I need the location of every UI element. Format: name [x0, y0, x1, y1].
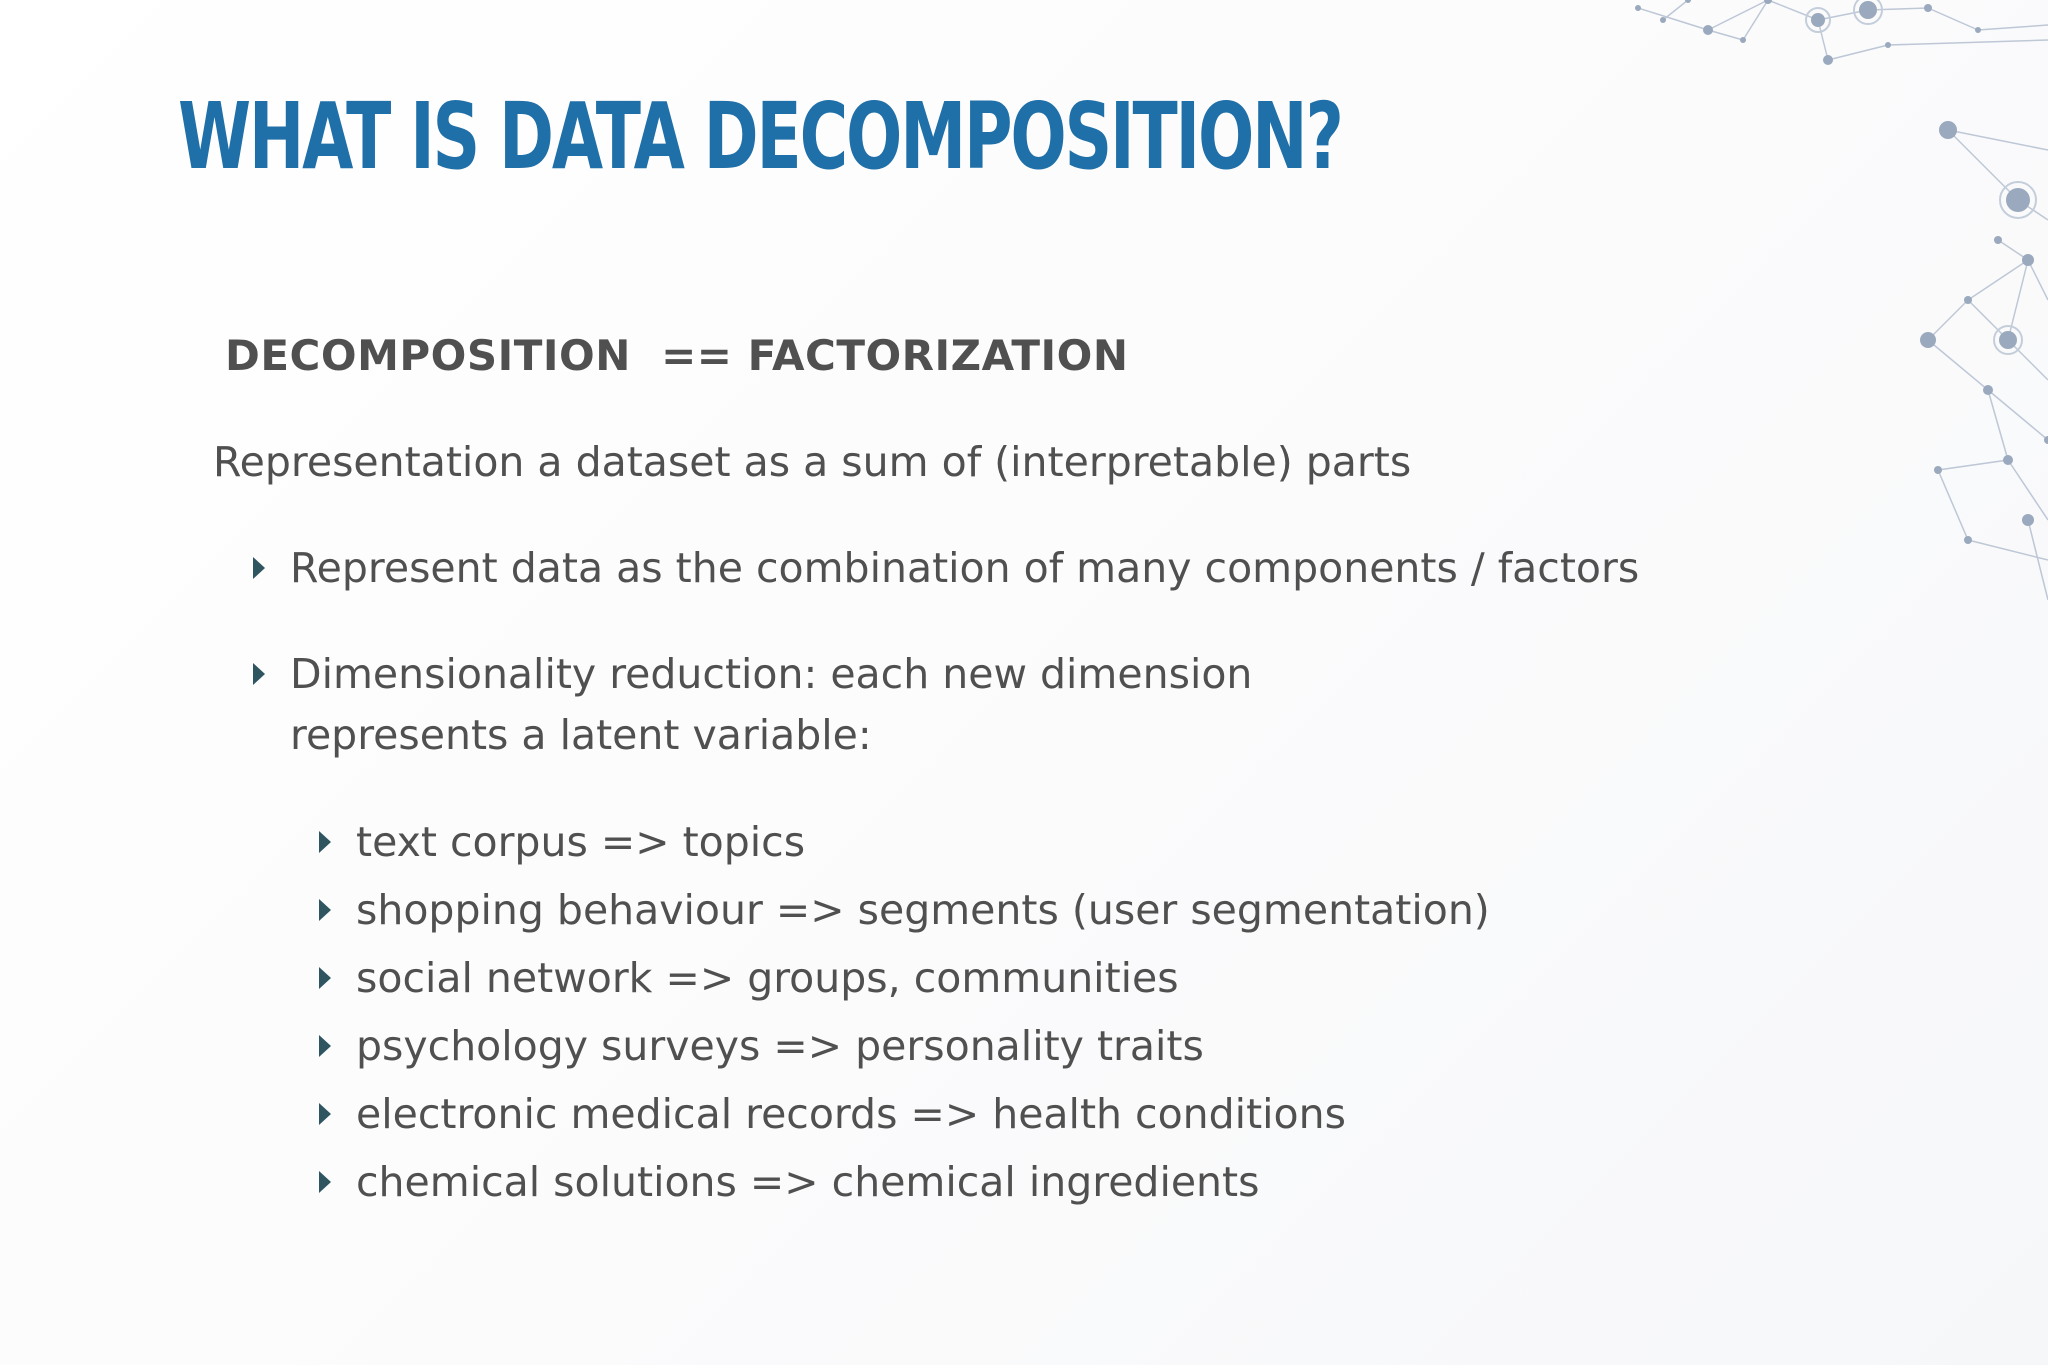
triangle-right-icon	[319, 831, 331, 853]
sub-bullet-text: shopping behaviour => segments (user segmentation)	[356, 886, 1490, 934]
bullet-text: Represent data as the combination of many components / factors	[290, 544, 1640, 592]
network-graph-decoration	[1628, 0, 2048, 620]
subtitle: DECOMPOSITION == FACTORIZATION	[225, 331, 1129, 380]
intro-text: Representation a dataset as a sum of (interpretable) parts	[213, 438, 1412, 486]
bullet-text: Dimensionality reduction: each new dimension	[290, 650, 1253, 698]
triangle-right-icon	[253, 557, 265, 579]
triangle-right-icon	[319, 899, 331, 921]
sub-bullet-text: electronic medical records => health conditions	[356, 1090, 1346, 1138]
triangle-right-icon	[319, 1035, 331, 1057]
triangle-right-icon	[253, 663, 265, 685]
sub-bullet-text: social network => groups, communities	[356, 954, 1179, 1002]
bullet-text-continued: represents a latent variable:	[290, 711, 872, 759]
sub-bullet-text: text corpus => topics	[356, 818, 806, 866]
sub-bullet-text: psychology surveys => personality traits	[356, 1022, 1204, 1070]
slide-title: WHAT IS DATA DECOMPOSITION?	[178, 83, 1342, 190]
sub-bullet-text: chemical solutions => chemical ingredients	[356, 1158, 1260, 1206]
triangle-right-icon	[319, 1171, 331, 1193]
triangle-right-icon	[319, 967, 331, 989]
triangle-right-icon	[319, 1103, 331, 1125]
